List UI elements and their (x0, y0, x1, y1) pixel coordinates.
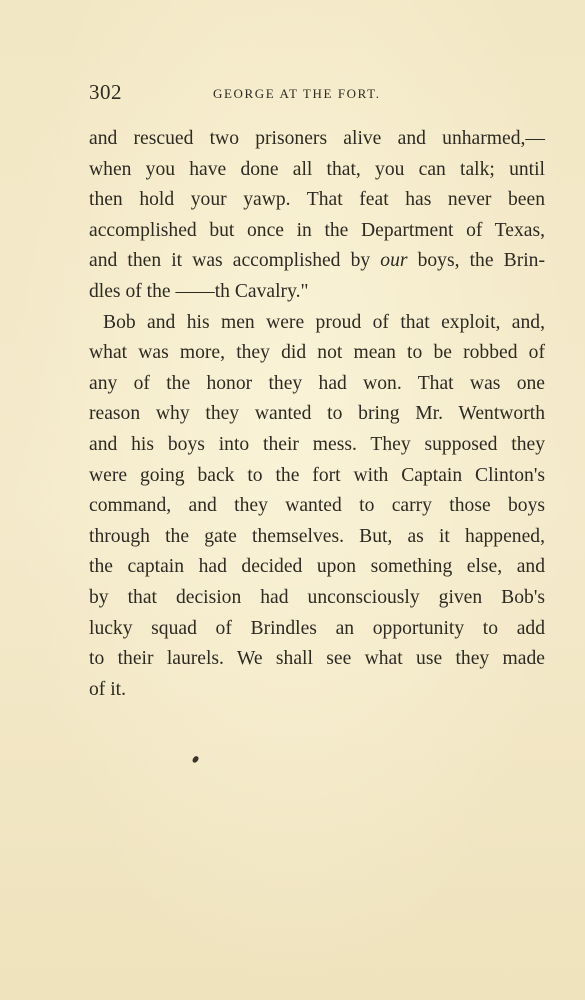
paragraph-first-line: Bob and his men were proud of that exploit, and, (103, 311, 545, 333)
text-line: by that decision had unconsciously given Bob's (89, 586, 545, 608)
text-line: through the gate themselves. But, as it happened, (89, 525, 545, 547)
text-line: command, and they wanted to carry those boys (89, 495, 545, 517)
text-line: when you have done all that, you can talk; until (89, 158, 545, 180)
text-line: and his boys into their mess. They supposed they (89, 433, 545, 455)
text-line: what was more, they did not mean to be robbed of (89, 342, 545, 364)
text-line: reason why they wanted to bring Mr. Wentworth (89, 403, 545, 425)
text-line: dles of the ——th Cavalry." (89, 280, 309, 302)
text-line: accomplished but once in the Department of Texas, (89, 219, 545, 241)
page-header (89, 80, 545, 110)
emphasized-text: our (380, 250, 408, 272)
ink-speck (192, 755, 200, 764)
body-text (89, 124, 545, 705)
text-line: of it. (89, 678, 127, 700)
text-line: lucky squad of Brindles an opportunity to add (89, 617, 545, 639)
text-line: were going back to the fort with Captain Clinton's (89, 464, 545, 486)
text-line: to their laurels. We shall see what use they made (89, 648, 545, 670)
text-segment: and then it was accomplished by (89, 250, 381, 272)
text-segment: boys, the Brin- (407, 250, 545, 272)
text-line: then hold your yawp. That feat has never been (89, 189, 545, 211)
text-line: any of the honor they had won. That was one (89, 372, 545, 394)
text-line: the captain had decided upon something else, and (89, 556, 545, 578)
page-number: 302 (89, 80, 122, 104)
running-title: GEORGE AT THE FORT. (213, 86, 381, 101)
text-line: and rescued two prisoners alive and unharmed,— (89, 128, 545, 149)
text-line (89, 246, 545, 277)
